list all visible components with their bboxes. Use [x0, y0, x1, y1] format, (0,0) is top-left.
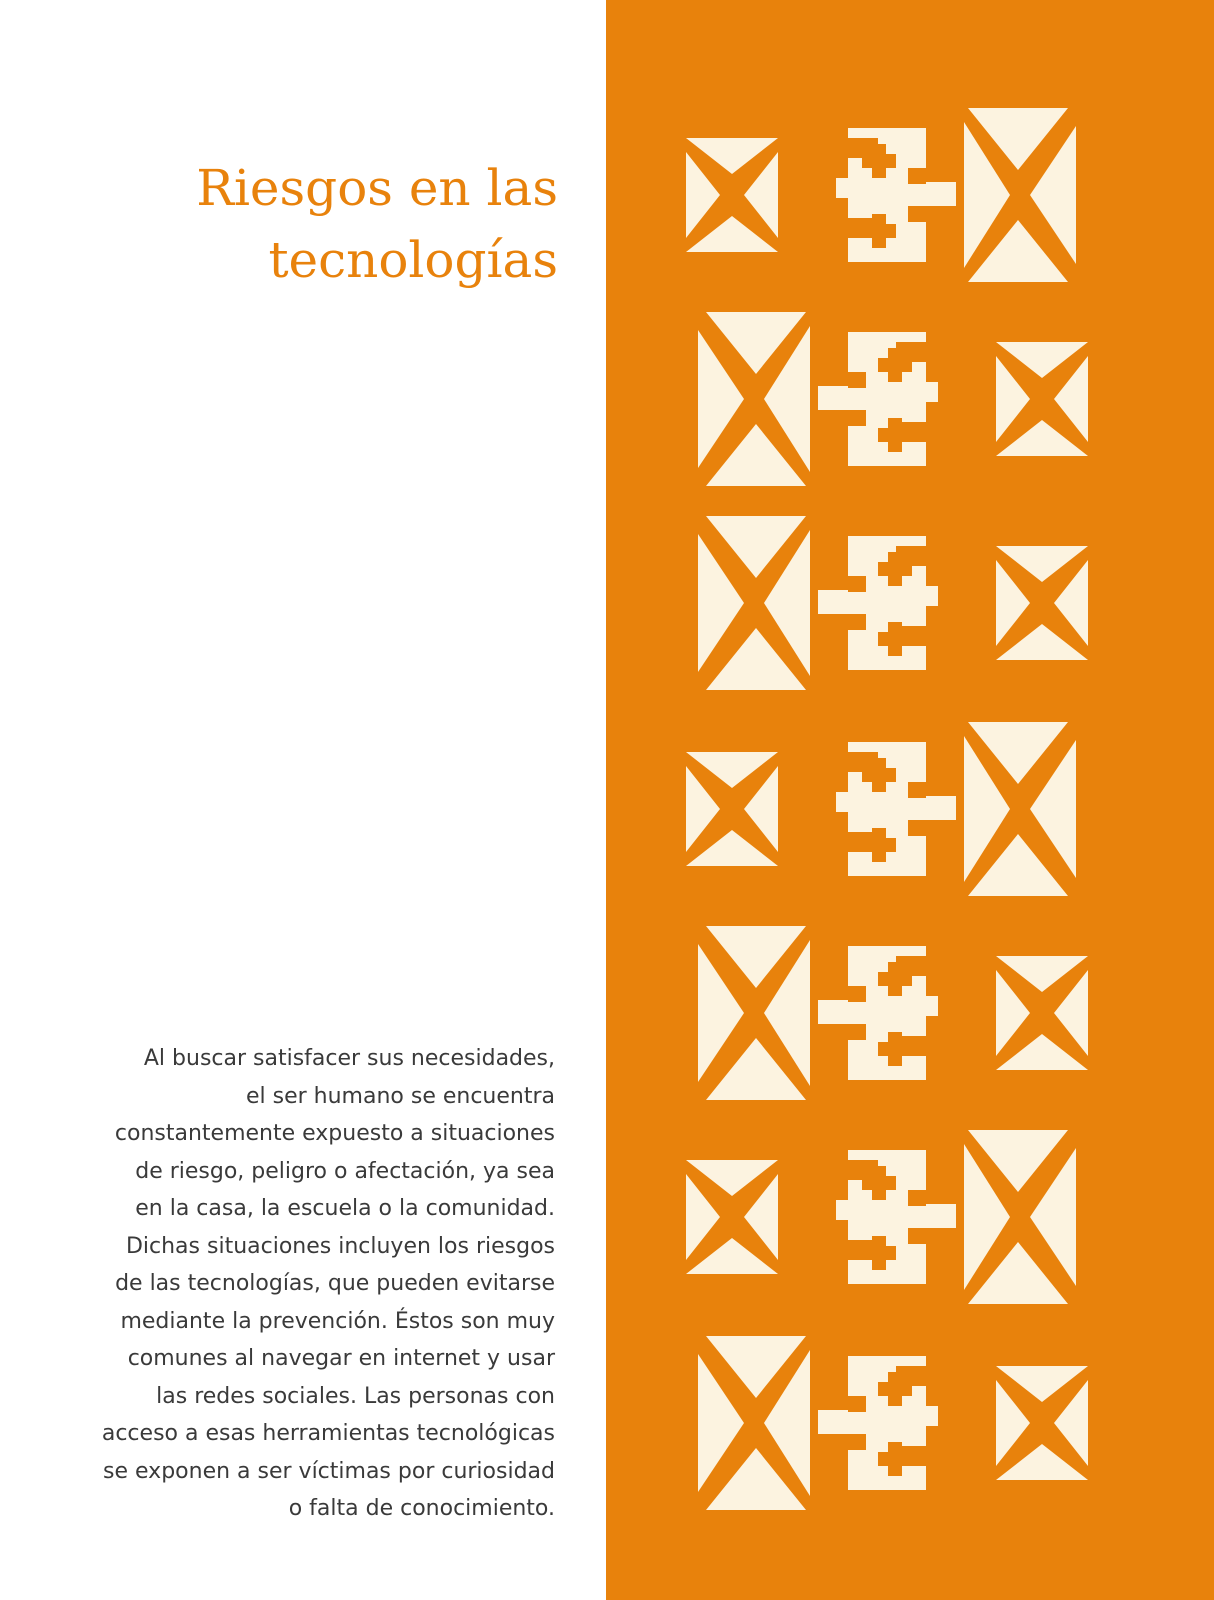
body-line: de riesgo, peligro o afectación, ya sea — [135, 1158, 555, 1184]
title-line-1: Riesgos en las — [196, 159, 558, 217]
body-line: Al buscar satisfacer sus necesidades, — [143, 1046, 555, 1071]
body-line: Dichas situaciones incluyen los riesgos — [125, 1233, 555, 1259]
body-line: de las tecnologías, que pueden evitarse — [115, 1271, 555, 1296]
page-title — [38, 152, 558, 296]
body-line: constantemente expuesto a situaciones — [114, 1121, 555, 1146]
decorative-pattern-band — [606, 0, 1214, 1600]
intro-paragraph — [15, 1040, 555, 1528]
body-line: acceso a esas herramientas tecnológicas — [101, 1421, 555, 1446]
body-line: o falta de conocimiento. — [288, 1496, 555, 1521]
title-line-2: tecnologías — [268, 231, 558, 289]
body-line: se exponen a ser víctimas por curiosidad — [103, 1458, 555, 1484]
body-line: el ser humano se encuentra — [245, 1083, 555, 1109]
body-line: comunes al navegar en internet y usar — [127, 1346, 555, 1371]
pattern-svg — [606, 0, 1214, 1600]
body-line: en la casa, la escuela o la comunidad. — [135, 1196, 555, 1221]
body-line: mediante la prevención. Éstos son muy — [120, 1308, 555, 1334]
body-line: las redes sociales. Las personas con — [156, 1383, 555, 1409]
